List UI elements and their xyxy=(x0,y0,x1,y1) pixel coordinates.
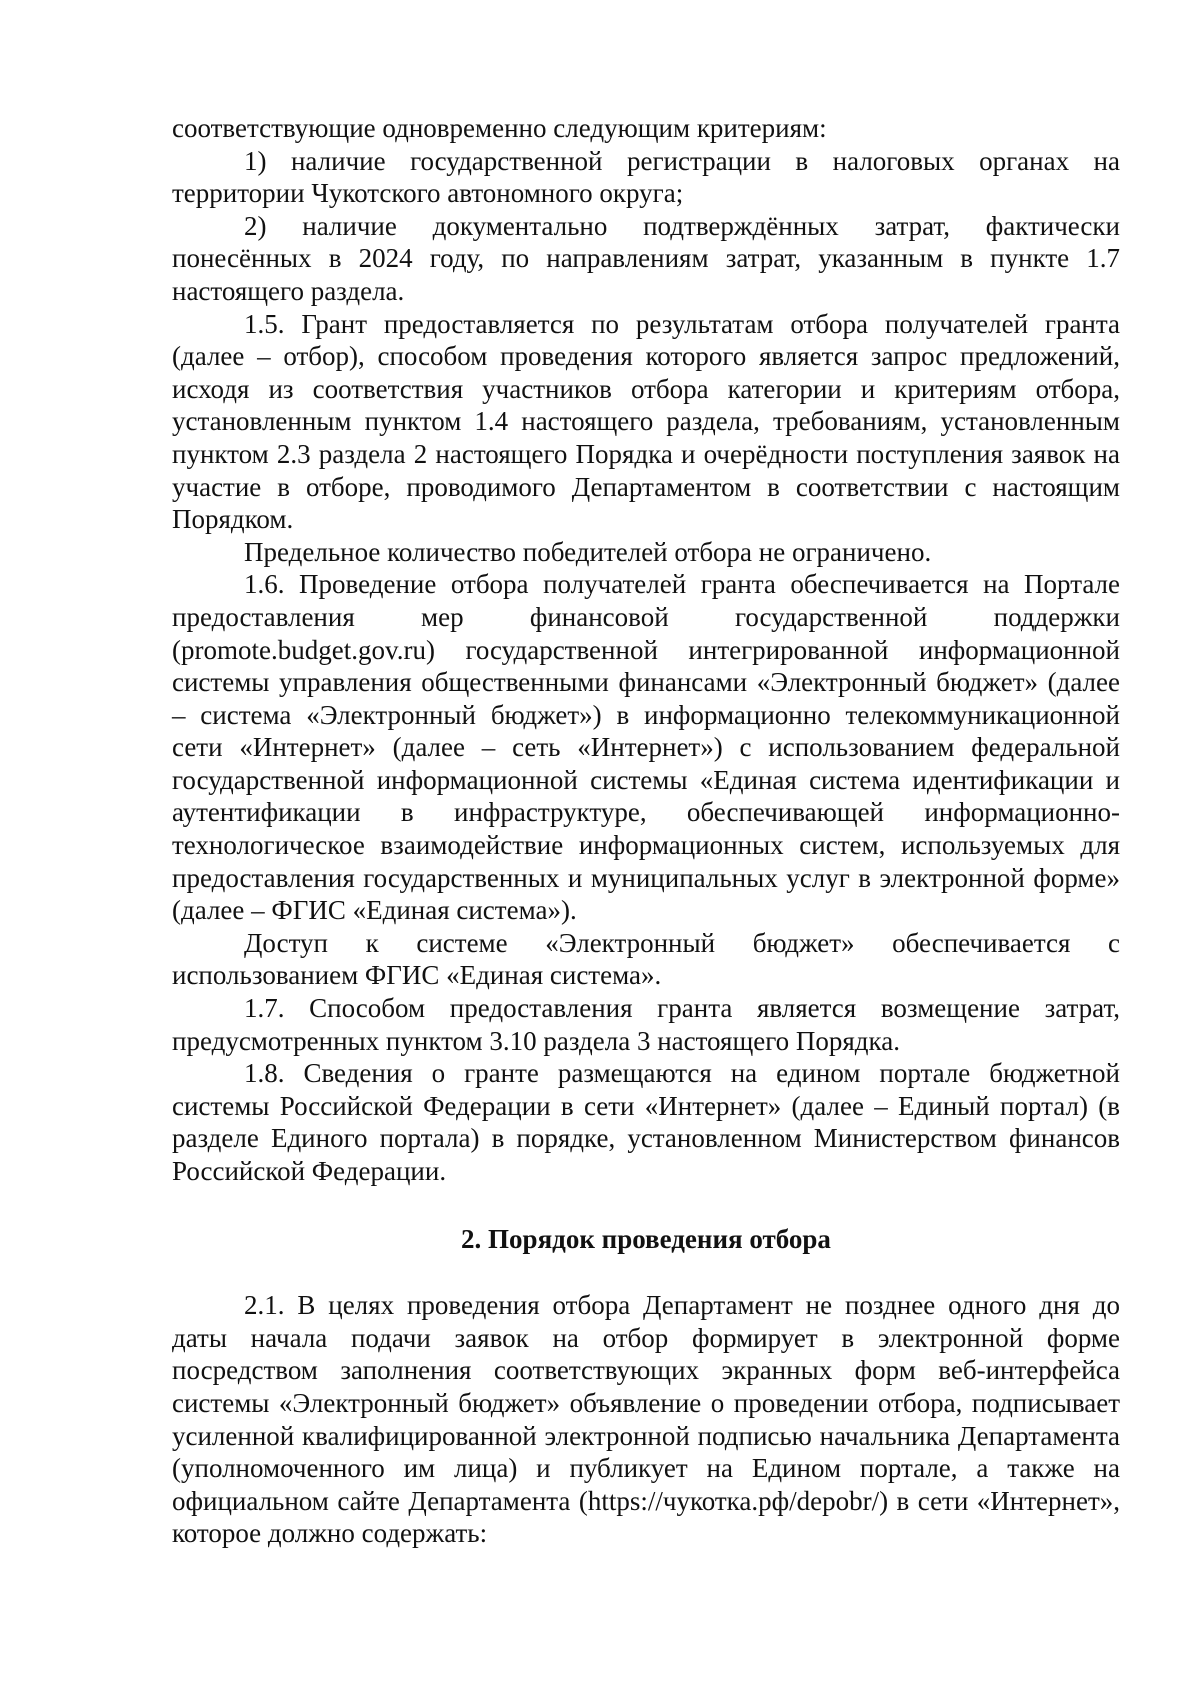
paragraph-1-7: 1.7. Способом предоставления гранта является возмещение затрат, предусмотренных пунктом 3.10 раздела 3 настоящего Порядка. xyxy=(172,993,1120,1056)
paragraph-winners-limit: Предельное количество победителей отбора не ограничено. xyxy=(244,536,932,567)
paragraph-criterion-1: 1) наличие государственной регистрации в налоговых органах на территории Чукотского автономного округа; xyxy=(172,145,1120,209)
paragraph-1-5: 1.5. Грант предоставляется по результатам отбора получателей гранта (далее – отбор), способом проведения которого является запрос предложений, исходя из соответствия участников отбора категории и критериям отбора, установленным пунктом 1.4 настоящего раздела, требованиям, установленным пунктом 2.3 раздела 2 настоящего Порядка и очерёдности поступления заявок на участие в отборе, проводимого Департаментом в соответствии с настоящим Порядком. xyxy=(172,308,1120,535)
paragraph-1-6: 1.6. Проведение отбора получателей гранта обеспечивается на Портале предоставления мер финансовой государственной поддержки (promote.budget.gov.ru) государственной интегрированной информационной системы управления общественными финансами «Электронный бюджет» (далее – система «Электронный бюджет») в информационно телекоммуникационной сети «Интернет» (далее – сеть «Интернет») с использованием федеральной государственной информационной системы «Единая система идентификации и аутентификации в инфраструктуре, обеспечивающей информационно-технологическое взаимодействие информационных систем, используемых для предоставления государственных и муниципальных услуг в электронной форме» (далее – ФГИС «Единая система»). xyxy=(172,569,1120,926)
paragraph-1-8: 1.8. Сведения о гранте размещаются на едином портале бюджетной системы Российской Федерации в сети «Интернет» (далее – Единый портал) (в разделе Единого портала) в порядке, установленном Министерством финансов Российской Федерации. xyxy=(172,1058,1120,1186)
paragraph-criteria-intro: соответствующие одновременно следующим критериям: xyxy=(172,113,827,143)
paragraph-criterion-2: 2) наличие документально подтверждённых затрат, фактически понесённых в 2024 году, по направлениям затрат, указанным в пункте 1.7 настоящего раздела. xyxy=(172,210,1120,306)
document-page xyxy=(172,112,1120,1550)
paragraph-access: Доступ к системе «Электронный бюджет» обеспечивается с использованием ФГИС «Единая система». xyxy=(172,927,1120,991)
paragraph-2-1: 2.1. В целях проведения отбора Департамент не позднее одного дня до даты начала подачи заявок на отбор формирует в электронной форме посредством заполнения соответствующих экранных форм веб-интерфейса системы «Электронный бюджет» объявление о проведении отбора, подписывает усиленной квалифицированной электронной подписью начальника Департамента (уполномоченного им лица) и публикует на Едином портале, а также на официальном сайте Департамента (https://чукотка.рф/depobr/) в сети «Интернет», которое должно содержать: xyxy=(172,1290,1120,1549)
section-heading: 2. Порядок проведения отбора xyxy=(461,1223,831,1254)
